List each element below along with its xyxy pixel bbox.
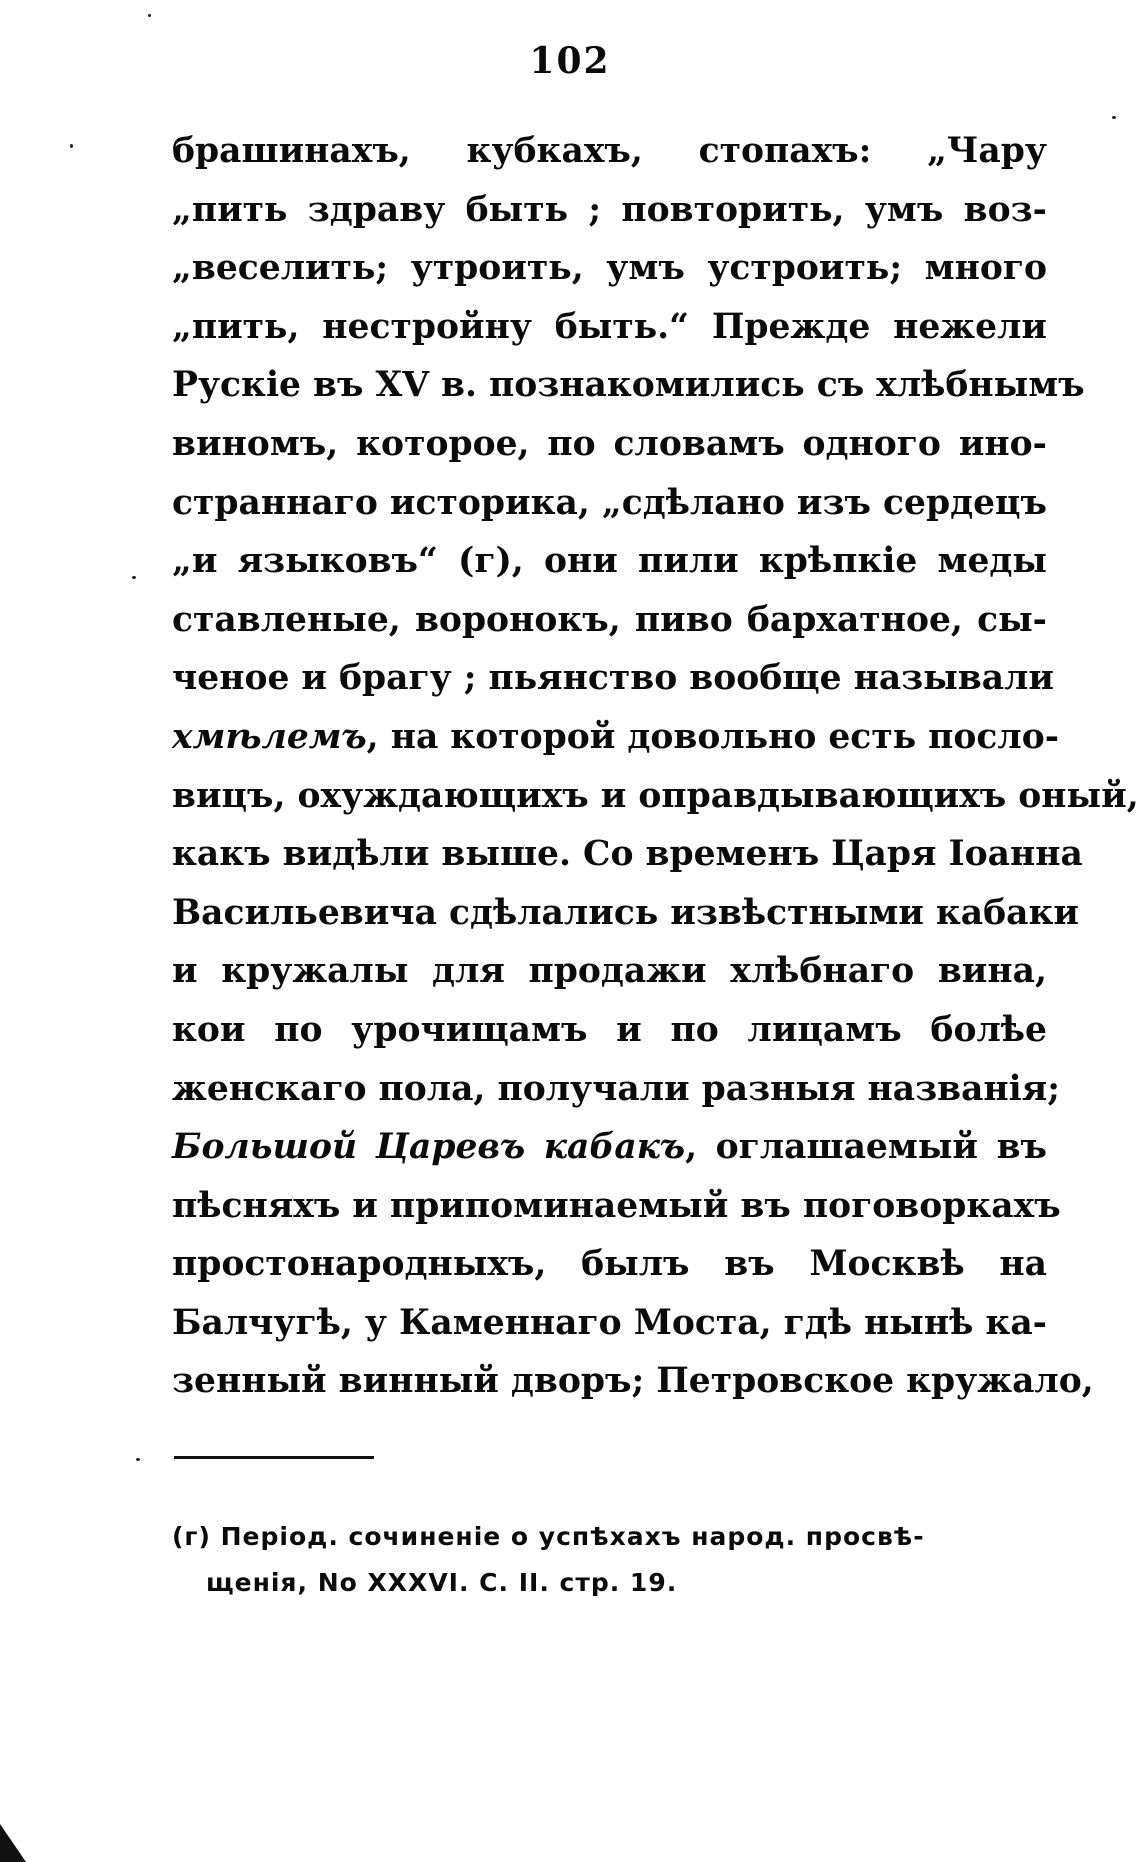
text-line: страннаго историка, „сдѣлано изъ сердецъ	[172, 482, 1047, 523]
text-line: простонародныхъ, былъ въ Москвѣ на	[172, 1244, 1047, 1285]
text-line-italic-start: Большой Царевъ кабакъ, оглашаемый въ	[172, 1127, 1048, 1168]
text-line: „и языковъ“ (г), они пили крѣпкіе меды	[172, 541, 1047, 582]
text-line: Балчугѣ, у Каменнаго Моста, гдѣ нынѣ ка-	[172, 1302, 1047, 1343]
scan-corner-mark	[0, 1824, 26, 1862]
footnote-divider	[174, 1456, 374, 1459]
text-line-italic-start: хмѣлемъ, на которой довольно есть посло-	[172, 716, 1060, 757]
text-line: женскаго пола, получали разныя названія;	[172, 1068, 1061, 1109]
text-line: Васильевича сдѣлались извѣстными кабаки	[172, 892, 1080, 933]
text-line: брашинахъ, кубкахъ, стопахъ: „Чару	[172, 131, 1047, 171]
text-line: ченое и брагу ; пьянство вообще называли	[172, 658, 1055, 699]
text-line: и кружалы для продажи хлѣбнаго вина,	[172, 951, 1047, 992]
text-line: какъ видѣли выше. Со временъ Царя Іоанна	[172, 834, 1083, 875]
text-line: пѣсняхъ и припоминаемый въ поговоркахъ	[172, 1185, 1061, 1226]
footnote-line: (г) Період. сочиненіе о успѣхахъ народ. просвѣ-	[172, 1522, 925, 1551]
footnote	[172, 1514, 1047, 1606]
text-line: зенный винный дворъ; Петровское кружало,	[172, 1361, 1094, 1402]
text-line: кои по урочищамъ и по лицамъ болѣе	[172, 1009, 1047, 1050]
text-line: вицъ, охуждающихъ и оправдывающихъ оный,	[172, 775, 1139, 816]
page-number: 102	[529, 40, 611, 82]
body-text	[172, 122, 1139, 1411]
text-line: „пить здраву быть ; повторить, умъ воз-	[172, 189, 1047, 230]
text-line: Рускіе въ XV в. познакомились съ хлѣбнымъ	[172, 365, 1085, 406]
footnote-line: щенія, No XXXVI. С. II. стр. 19.	[206, 1568, 678, 1597]
text-line: ставленые, воронокъ, пиво бархатное, сы-	[172, 599, 1047, 640]
italic-phrase: хмѣлемъ	[172, 716, 367, 757]
italic-phrase: Большой Царевъ кабакъ	[172, 1127, 686, 1168]
text-line: виномъ, которое, по словамъ одного ино-	[172, 423, 1047, 464]
text-line: „пить, нестройну быть.“ Прежде нежели	[172, 306, 1047, 347]
text-line: „веселить; утроить, умъ устроить; много	[172, 248, 1047, 289]
